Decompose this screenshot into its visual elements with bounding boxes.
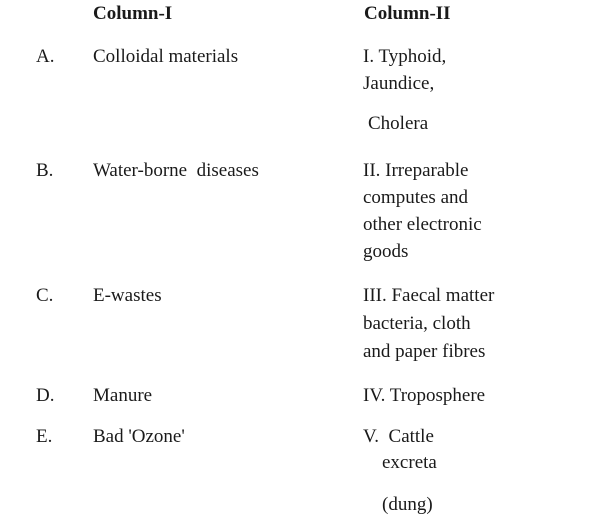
- row-c-letter: C.: [36, 285, 54, 306]
- row-c-match-line: bacteria, cloth: [363, 313, 471, 334]
- row-e-match-line: (dung): [382, 494, 433, 515]
- row-e-match-line: V. Cattle: [363, 426, 434, 447]
- row-a-match-line: Cholera: [368, 113, 429, 134]
- row-c-match-line: and paper fibres: [363, 341, 486, 362]
- row-e-match-line: excreta: [382, 452, 437, 473]
- row-e-letter: E.: [36, 426, 53, 447]
- row-d-match-line: IV. Troposphere: [363, 385, 486, 406]
- row-b-match-line: computes and: [363, 187, 469, 208]
- row-a-item: Colloidal materials: [93, 46, 239, 67]
- row-a-match-line: I. Typhoid,: [363, 46, 447, 67]
- row-b-item: Water-borne diseases: [93, 160, 259, 181]
- column-1-header: Column-I: [93, 3, 173, 24]
- row-c-match-line: III. Faecal matter: [363, 285, 495, 306]
- row-b-match-line: other electronic: [363, 214, 482, 235]
- row-b-letter: B.: [36, 160, 54, 181]
- row-c-item: E-wastes: [93, 285, 162, 306]
- row-b-match-line: goods: [363, 241, 409, 262]
- row-e-item: Bad 'Ozone': [93, 426, 185, 447]
- column-2-header: Column-II: [364, 3, 451, 24]
- row-d-item: Manure: [93, 385, 153, 406]
- row-d-letter: D.: [36, 385, 55, 406]
- row-b-match-line: II. Irreparable: [363, 160, 469, 181]
- row-a-match-line: Jaundice,: [363, 73, 435, 94]
- row-a-letter: A.: [36, 46, 55, 67]
